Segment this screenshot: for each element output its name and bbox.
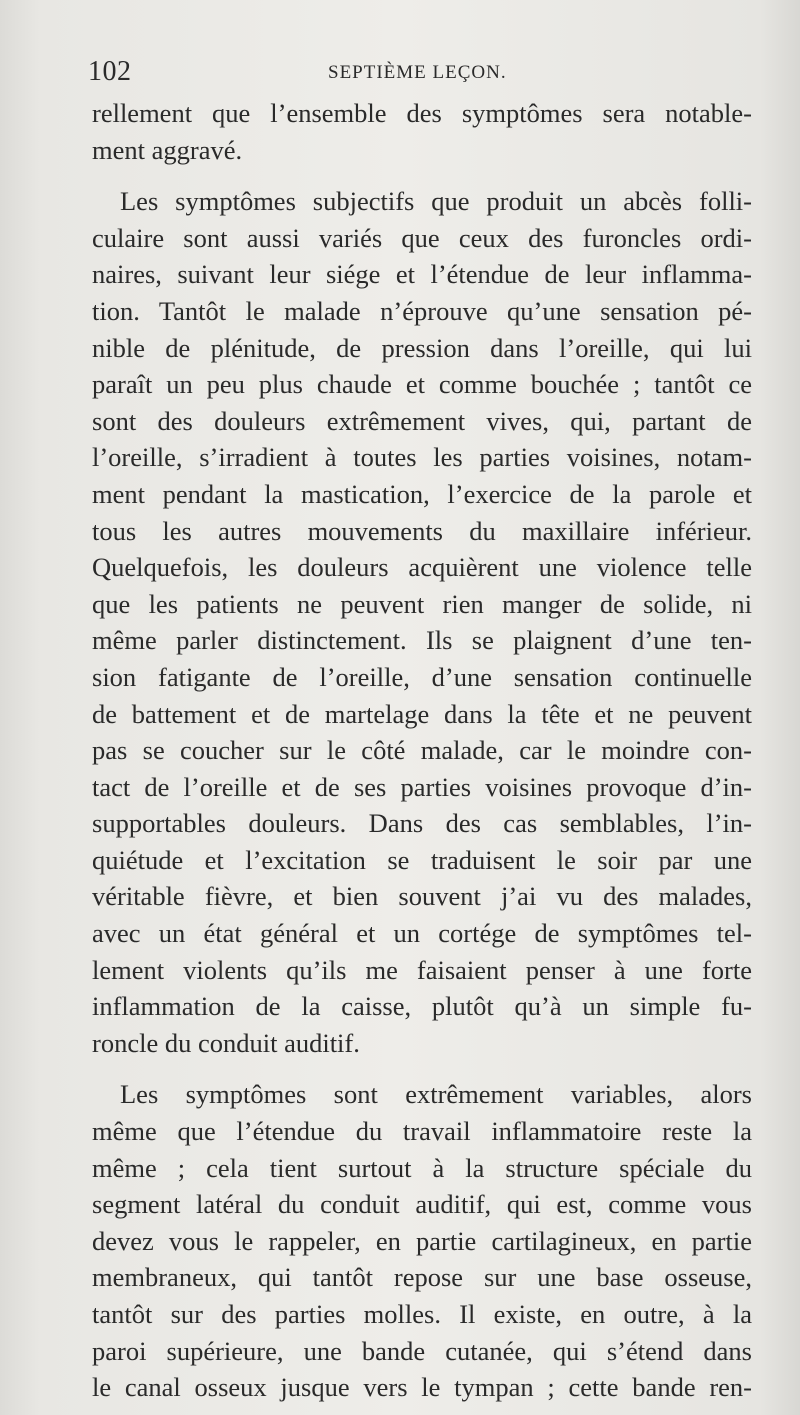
text-line: véritable fièvre, et bien souvent j’ai vu des malades, [92,881,752,912]
text-line: le canal osseux jusque vers le tympan ; cette bande ren- [92,1372,752,1403]
text-line: paroi supérieure, une bande cutanée, qui s’étend dans [92,1335,752,1366]
text-line: segment latéral du conduit auditif, qui est, comme vous [92,1189,752,1220]
page-number: 102 [88,56,132,87]
text-line: sont des douleurs extrêmement vives, qui, partant de [92,405,752,436]
text-line: rellement que l’ensemble des symptômes sera notable- [92,98,752,128]
text-line: même que l’étendue du travail inflammatoire reste la [92,1116,752,1147]
paragraph-gap [92,1061,752,1076]
text-line: tact de l’oreille et de ses parties voisines provoque d’in- [92,771,752,802]
body-text [92,95,752,1406]
text-line: naires, suivant leur siége et l’étendue de leur inflamma- [92,259,752,290]
text-line: nible de plénitude, de pression dans l’oreille, qui lui [92,332,752,363]
text-line: Les symptômes sont extrêmement variables, alors [120,1079,752,1110]
text-line: culaire sont aussi variés que ceux des furoncles ordi- [92,222,752,253]
text-line: devez vous le rappeler, en partie cartilagineux, en partie [92,1225,752,1256]
text-line: Quelquefois, les douleurs acquièrent une violence telle [92,552,752,583]
text-line: pas se coucher sur le côté malade, car le moindre con- [92,735,752,766]
text-line: ment aggravé. [92,134,243,165]
text-line: membraneux, qui tantôt repose sur une base osseuse, [92,1262,752,1293]
text-line: avec un état général et un cortége de symptômes tel- [92,918,752,949]
text-line: de battement et de martelage dans la tête et ne peuvent [92,698,752,729]
text-line: même ; cela tient surtout à la structure spéciale du [92,1152,752,1183]
text-line: tous les autres mouvements du maxillaire inférieur. [92,515,752,546]
paragraph-gap [92,168,752,183]
text-line: roncle du conduit auditif. [92,1027,360,1058]
text-line: supportables douleurs. Dans des cas semblables, l’in- [92,808,752,839]
page-header [88,56,748,92]
text-line: tantôt sur des parties molles. Il existe, en outre, à la [92,1299,752,1329]
text-line: ment pendant la mastication, l’exercice de la parole et [92,478,752,509]
running-title: SEPTIÈME LEÇON. [328,62,507,83]
text-line: lement violents qu’ils me faisaient penser à une forte [92,954,752,985]
text-line: l’oreille, s’irradient à toutes les parties voisines, notam- [92,442,752,473]
text-line: sion fatigante de l’oreille, d’une sensation continuelle [92,661,752,692]
text-line: tion. Tantôt le malade n’éprouve qu’une sensation pé- [92,295,752,326]
text-line: inflammation de la caisse, plutôt qu’à un simple fu- [92,991,752,1022]
text-line: que les patients ne peuvent rien manger de solide, ni [92,588,752,619]
text-line: paraît un peu plus chaude et comme bouchée ; tantôt ce [92,369,752,400]
text-line: même parler distinctement. Ils se plaignent d’une ten- [92,625,752,656]
text-line: quiétude et l’excitation se traduisent le soir par une [92,844,752,875]
text-line: Les symptômes subjectifs que produit un abcès folli- [120,186,752,217]
